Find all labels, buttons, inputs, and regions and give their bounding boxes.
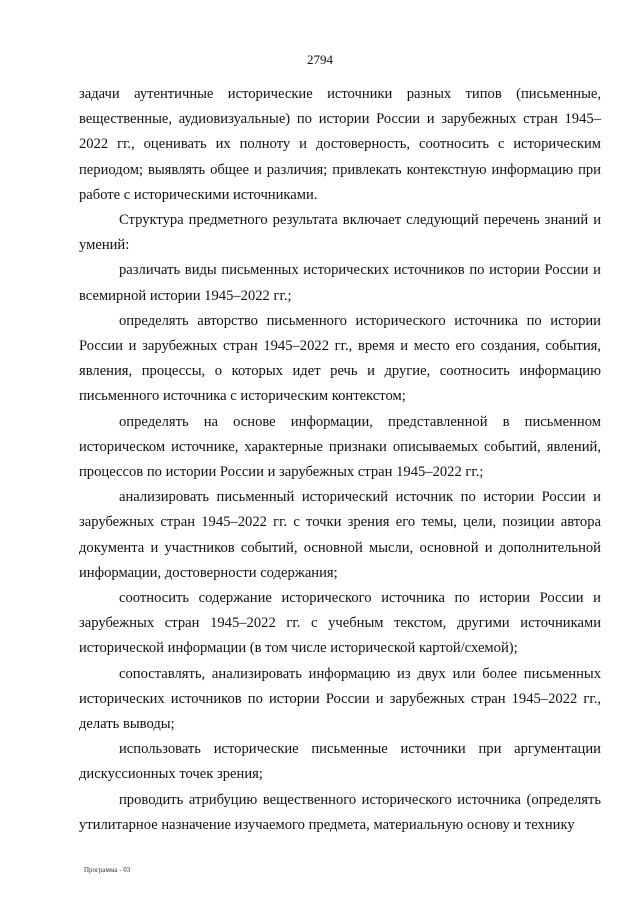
paragraph: Структура предметного результата включает следующий перечень знаний и умений:	[79, 212, 601, 254]
paragraph: определять на основе информации, представленной в письменном историческом источнике, характерные признаки описываемых событий, явлений, процессов по истории России и зарубежных стран 1945–2022 гг.;	[79, 413, 601, 481]
paragraph: проводить атрибуцию вещественного исторического источника (определять утилитарное назначение изучаемого предмета, материальную основу и технику	[79, 791, 601, 833]
paragraph: различать виды письменных исторических источников по истории России и всемирной истории 1945–2022 гг.;	[79, 262, 601, 304]
paragraph: анализировать письменный исторический источник по истории России и зарубежных стран 1945–2022 гг. с точки зрения его темы, цели, позиции автора документа и участников событий, основной мысли, основной и дополнительной информации, достоверности содержания;	[79, 489, 601, 581]
paragraph-continuation: задачи аутентичные исторические источники разных типов (письменные, вещественные, аудиовизуальные) по истории России и зарубежных стран 1945–2022 гг., оценивать их полноту и достоверность, соотносить с историческим периодом; выявлять общее и различия; привлекать контекстную информацию при работе с историческими источниками.	[79, 86, 601, 203]
paragraph: сопоставлять, анализировать информацию из двух или более письменных исторических источников по истории России и зарубежных стран 1945–2022 гг., делать выводы;	[79, 665, 601, 733]
document-body	[79, 82, 601, 838]
page-number: 2794	[307, 52, 333, 67]
paragraph: определять авторство письменного исторического источника по истории России и зарубежных стран 1945–2022 гг., время и место его создания, события, явления, процессы, о которых идет речь и другие, соотносить информацию письменного источника с историческим контекстом;	[79, 312, 601, 405]
paragraph: использовать исторические письменные источники при аргументации дискуссионных точек зрения;	[79, 741, 601, 783]
footer-label: Программа - 03	[84, 866, 131, 874]
paragraph: соотносить содержание исторического источника по истории России и зарубежных стран 1945–2022 гг. с учебным текстом, другими источниками исторической информации (в том числе исторической картой/схемой);	[79, 590, 601, 657]
